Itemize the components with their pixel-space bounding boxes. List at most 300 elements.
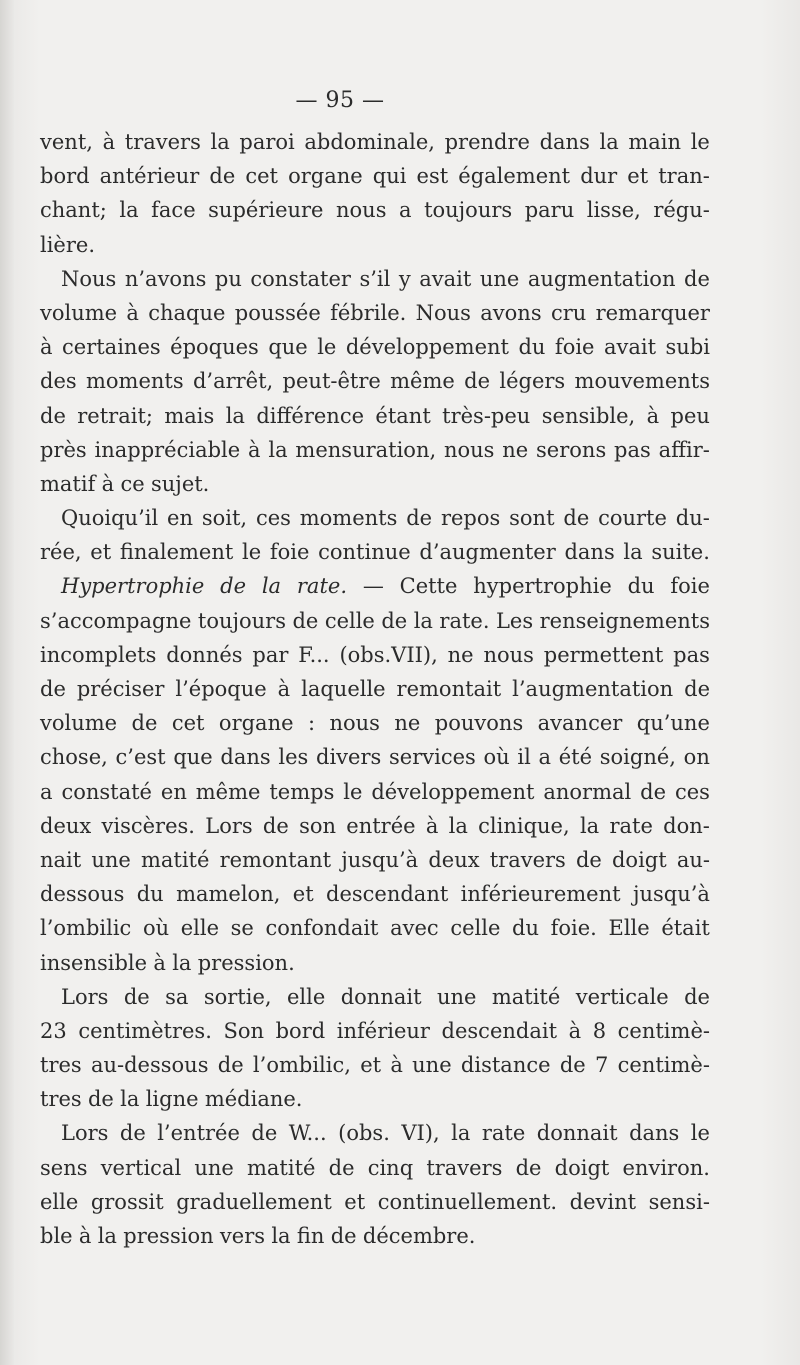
- word: le: [242, 540, 262, 565]
- body-text: [40, 125, 710, 1253]
- word: la: [599, 130, 619, 154]
- text-line: [40, 433, 710, 467]
- word: (obs.: [338, 1121, 390, 1146]
- text-line: [40, 330, 710, 364]
- word: à: [101, 471, 115, 496]
- word: de: [406, 506, 433, 531]
- word: verticale: [575, 984, 669, 1009]
- word: à: [646, 403, 660, 428]
- word: chaque: [148, 300, 226, 325]
- text-line: [40, 193, 710, 227]
- word: le: [343, 779, 363, 804]
- word: de: [123, 984, 150, 1009]
- word: le: [690, 130, 710, 154]
- word: bord: [275, 1018, 326, 1043]
- word: deux: [40, 813, 92, 838]
- word: le: [690, 1121, 710, 1146]
- text-line: [40, 399, 710, 433]
- word: son: [299, 813, 337, 838]
- word: l’augmentation: [512, 677, 674, 701]
- word: dur: [580, 164, 618, 189]
- word: soit,: [201, 506, 248, 531]
- word: par: [252, 642, 289, 667]
- word: du: [136, 882, 164, 907]
- page-number: — 95 —: [295, 88, 385, 113]
- word: l’époque: [175, 677, 267, 701]
- word: tran-: [658, 164, 710, 189]
- word: une: [479, 266, 520, 291]
- word: a: [40, 779, 53, 804]
- text-line: [40, 1219, 710, 1253]
- word: antérieur: [99, 164, 200, 189]
- word: du: [518, 335, 546, 360]
- word: clinique,: [478, 813, 570, 838]
- word: elle: [180, 916, 220, 941]
- word: était: [661, 916, 710, 941]
- word: de: [217, 1053, 244, 1078]
- word: matité: [247, 1155, 316, 1180]
- word: et: [90, 540, 112, 565]
- word: :: [307, 711, 316, 736]
- text-line: [40, 1048, 710, 1082]
- word: à: [425, 813, 439, 838]
- text-line: [40, 125, 710, 159]
- word: de: [684, 266, 710, 291]
- word: bord: [40, 164, 90, 189]
- word: à: [248, 437, 261, 462]
- word: la: [623, 540, 643, 565]
- word: y: [398, 266, 411, 291]
- word: de: [559, 1053, 586, 1078]
- word: tres: [40, 1053, 82, 1078]
- word: les: [278, 745, 309, 770]
- word: lière.: [40, 232, 96, 257]
- word: continue: [318, 540, 411, 565]
- word: on: [683, 745, 710, 770]
- word: toujours: [197, 608, 286, 633]
- word: avancer: [537, 711, 623, 736]
- word: prendre: [444, 130, 530, 154]
- word: Son: [223, 1018, 265, 1043]
- word: de: [40, 677, 66, 701]
- word: avait: [419, 266, 472, 291]
- word: à: [277, 677, 291, 701]
- word: fin: [296, 1224, 325, 1248]
- word: sensi-: [648, 1189, 710, 1214]
- word: entrée: [346, 813, 416, 838]
- word: foie.: [550, 916, 597, 941]
- word: d’arrêt,: [192, 369, 274, 394]
- section-heading-word: rate.: [296, 574, 347, 599]
- word: Cette: [399, 574, 458, 599]
- word: travers: [489, 847, 566, 872]
- text-line: [40, 501, 710, 535]
- word: —: [362, 574, 384, 599]
- word: services: [389, 745, 476, 770]
- word: continuellement.: [377, 1189, 558, 1214]
- word: subi: [665, 335, 710, 360]
- word: repos: [440, 506, 501, 531]
- word: une: [194, 1155, 234, 1180]
- word: de: [563, 506, 590, 531]
- word: celle: [324, 608, 375, 633]
- text-line: [40, 638, 710, 672]
- word: tres: [40, 1087, 82, 1112]
- word: sens: [40, 1155, 88, 1180]
- word: développement: [345, 335, 509, 360]
- word: mensuration,: [295, 437, 437, 462]
- word: de: [328, 1155, 355, 1180]
- text-line: [40, 159, 710, 193]
- word: ne: [502, 437, 529, 462]
- word: au-: [676, 847, 710, 872]
- word: à: [390, 1053, 403, 1078]
- word: paroi: [239, 130, 295, 154]
- word: laquelle: [301, 677, 386, 701]
- word: des: [40, 369, 77, 394]
- word: époques: [170, 335, 259, 360]
- word: hypertrophie: [473, 574, 612, 599]
- word: il: [517, 745, 531, 770]
- word: insensible: [40, 950, 148, 975]
- word: d’augmenter: [419, 540, 556, 565]
- word: viscères.: [101, 813, 195, 838]
- section-heading-word: Hypertrophie: [61, 574, 205, 599]
- word: dans: [629, 1121, 680, 1146]
- word: une: [91, 847, 131, 872]
- word: descendait: [441, 1018, 558, 1043]
- word: chose,: [40, 745, 108, 770]
- word: mouvements: [574, 369, 710, 394]
- word: dans: [539, 130, 590, 154]
- word: Quoiqu’il: [61, 506, 159, 531]
- word: a: [399, 198, 412, 223]
- word: du-: [675, 506, 710, 531]
- word: de: [209, 164, 236, 189]
- text-line: [40, 775, 710, 809]
- word: remontait: [396, 677, 502, 701]
- word: de: [640, 779, 667, 804]
- word: retrait;: [77, 403, 153, 428]
- text-line: [40, 364, 710, 398]
- word: cru: [550, 300, 587, 325]
- word: qui: [372, 164, 407, 189]
- word: anormal: [543, 779, 632, 804]
- word: deux: [428, 847, 480, 872]
- word: ble: [40, 1224, 73, 1248]
- word: matité: [491, 984, 561, 1009]
- word: environ.: [622, 1155, 710, 1180]
- word: s’accompagne: [40, 608, 192, 633]
- word: la: [210, 130, 230, 154]
- word: remarquer: [595, 300, 710, 325]
- word: de: [381, 608, 408, 633]
- word: centimètres.: [78, 1018, 212, 1043]
- word: de: [131, 711, 158, 736]
- word: temps: [269, 779, 335, 804]
- word: nous: [329, 711, 380, 736]
- word: F...: [298, 642, 330, 667]
- word: sujet.: [151, 471, 210, 496]
- word: la: [451, 1121, 471, 1146]
- word: où: [142, 916, 170, 941]
- word: été: [558, 745, 593, 770]
- word: même: [195, 779, 261, 804]
- word: de: [251, 1121, 278, 1146]
- word: étant: [375, 403, 431, 428]
- word: jusqu’à: [341, 847, 419, 872]
- word: volume: [40, 711, 118, 736]
- word: W...: [288, 1121, 327, 1146]
- word: près: [40, 437, 87, 462]
- word: rée,: [40, 540, 82, 565]
- word: qu’une: [636, 711, 710, 736]
- word: travers: [124, 130, 201, 154]
- word: pas: [673, 642, 710, 667]
- word: à: [568, 1018, 582, 1043]
- word: la: [448, 813, 468, 838]
- word: à: [153, 950, 166, 975]
- word: avait: [603, 335, 657, 360]
- word: distance: [460, 1053, 551, 1078]
- word: différence: [256, 403, 365, 428]
- word: mais: [164, 403, 215, 428]
- text-line: [40, 467, 710, 501]
- word: l’ombilic: [40, 916, 132, 941]
- word: doigt: [554, 1155, 610, 1180]
- word: finalement: [119, 540, 234, 565]
- word: et: [627, 164, 649, 189]
- word: (obs.VII),: [339, 642, 438, 667]
- word: donnait: [536, 1121, 618, 1146]
- text-line: [40, 877, 710, 911]
- text-line: [40, 843, 710, 877]
- word: courte: [598, 506, 667, 531]
- word: rate: [609, 813, 653, 838]
- word: renseignements: [539, 608, 710, 633]
- word: la: [97, 1224, 117, 1248]
- text-line: [40, 1082, 710, 1116]
- word: en: [160, 779, 187, 804]
- word: Lors: [61, 1121, 109, 1146]
- word: une: [412, 1053, 452, 1078]
- word: où: [483, 745, 510, 770]
- word: la: [172, 950, 192, 975]
- word: vertical: [100, 1155, 182, 1180]
- word: de: [87, 1087, 114, 1112]
- word: Nous: [61, 266, 117, 291]
- word: celle: [450, 916, 501, 941]
- word: pu: [214, 266, 242, 291]
- word: VI),: [401, 1121, 440, 1146]
- word: doigt: [611, 847, 667, 872]
- word: de: [262, 813, 289, 838]
- text-line: [40, 946, 710, 980]
- word: la: [268, 437, 288, 462]
- word: en: [167, 506, 193, 531]
- word: sa: [165, 984, 189, 1009]
- word: et: [292, 882, 314, 907]
- word: pouvons: [434, 711, 524, 736]
- word: du: [512, 916, 539, 941]
- word: chant;: [40, 198, 107, 223]
- word: la: [413, 608, 433, 633]
- word: de: [575, 847, 602, 872]
- word: organe: [218, 711, 294, 736]
- word: peu: [670, 403, 710, 428]
- word: organe: [288, 164, 363, 189]
- word: jusqu’à: [632, 882, 710, 907]
- text-line: [40, 604, 710, 638]
- word: rate.: [439, 608, 490, 633]
- word: avec: [390, 916, 439, 941]
- text-line: [40, 980, 710, 1014]
- word: donnés: [166, 642, 243, 667]
- word: une: [436, 984, 477, 1009]
- word: divers: [316, 745, 382, 770]
- word: graduellement: [176, 1189, 332, 1214]
- word: travers: [426, 1155, 503, 1180]
- word: incomplets: [40, 642, 157, 667]
- word: 23: [40, 1018, 67, 1043]
- word: et: [360, 1053, 382, 1078]
- word: cinq: [367, 1155, 414, 1180]
- word: vers: [219, 1224, 266, 1248]
- word: nous: [443, 437, 495, 462]
- text-line: [40, 740, 710, 774]
- word: régu-: [653, 198, 710, 223]
- word: le: [317, 335, 337, 360]
- word: cet: [245, 164, 278, 189]
- text-line: [40, 1014, 710, 1048]
- word: Elle: [608, 916, 650, 941]
- word: sortie,: [203, 984, 272, 1009]
- word: décembre.: [362, 1224, 476, 1248]
- word: fébrile.: [330, 300, 407, 325]
- word: inappréciable: [94, 437, 241, 462]
- word: de: [684, 984, 710, 1009]
- word: la: [225, 403, 245, 428]
- word: main: [628, 130, 682, 154]
- word: matif: [40, 471, 96, 496]
- word: la: [120, 1087, 140, 1112]
- word: nous: [336, 198, 387, 223]
- word: la: [271, 1224, 291, 1248]
- word: nait: [40, 847, 82, 872]
- word: l’entrée: [157, 1121, 240, 1146]
- word: s’il: [359, 266, 391, 291]
- text-line: [40, 706, 710, 740]
- word: foie: [554, 335, 595, 360]
- word: serons: [536, 437, 607, 462]
- word: vent,: [40, 130, 93, 154]
- word: la: [119, 198, 139, 223]
- word: est: [416, 164, 449, 189]
- word: a: [538, 745, 552, 770]
- text-line: [40, 228, 710, 262]
- word: de: [464, 369, 491, 394]
- word: Les: [495, 608, 534, 633]
- word: paru: [524, 198, 575, 223]
- word: remontant: [219, 847, 332, 872]
- word: que: [268, 335, 308, 360]
- word: développement: [371, 779, 535, 804]
- word: de: [515, 1155, 542, 1180]
- word: et: [344, 1189, 366, 1214]
- word: 8: [592, 1018, 607, 1043]
- word: au-dessous: [90, 1053, 209, 1078]
- word: de: [684, 677, 710, 701]
- word: foie: [269, 540, 310, 565]
- word: nous: [483, 642, 534, 667]
- word: constater: [250, 266, 351, 291]
- word: volume: [40, 300, 118, 325]
- text-line: [40, 809, 710, 843]
- section-heading-word: la: [261, 574, 282, 599]
- text-line: [40, 1185, 710, 1219]
- word: ces: [674, 779, 710, 804]
- word: médiane.: [204, 1087, 303, 1112]
- word: ce: [120, 471, 145, 496]
- word: que: [173, 745, 213, 770]
- word: rate: [481, 1121, 526, 1146]
- word: à: [78, 1224, 92, 1248]
- word: confondait: [265, 916, 379, 941]
- word: même: [390, 369, 455, 394]
- word: 7: [594, 1053, 609, 1078]
- word: cet: [171, 711, 205, 736]
- word: lisse,: [586, 198, 641, 223]
- word: sont: [509, 506, 555, 531]
- word: moments: [85, 369, 184, 394]
- text-line: [40, 262, 710, 296]
- word: dessous: [40, 882, 125, 907]
- word: affir-: [658, 437, 710, 462]
- word: ne: [447, 642, 474, 667]
- word: foie: [670, 574, 710, 599]
- word: n’avons: [124, 266, 207, 291]
- word: sensible,: [541, 403, 636, 428]
- word: toujours: [424, 198, 513, 223]
- word: à: [126, 300, 139, 325]
- word: constaté: [61, 779, 152, 804]
- word: très-peu: [442, 403, 531, 428]
- word: se: [230, 916, 254, 941]
- word: moments: [299, 506, 398, 531]
- word: légers: [499, 369, 566, 394]
- word: supérieure: [208, 198, 324, 223]
- word: de: [119, 1121, 146, 1146]
- word: de: [40, 403, 66, 428]
- text-line: [40, 569, 710, 603]
- word: dans: [220, 745, 271, 770]
- word: matité: [140, 847, 210, 872]
- word: à: [40, 335, 53, 360]
- word: préciser: [76, 677, 165, 701]
- word: donnait: [340, 984, 422, 1009]
- word: centimè-: [617, 1053, 710, 1078]
- word: Lors: [61, 984, 109, 1009]
- word: descendant: [326, 882, 449, 907]
- word: grossit: [90, 1189, 164, 1214]
- word: certaines: [62, 335, 161, 360]
- text-line: [40, 911, 710, 945]
- word: devint: [569, 1189, 637, 1214]
- word: pas: [614, 437, 651, 462]
- text-line: [40, 672, 710, 706]
- word: la: [579, 813, 600, 838]
- word: ne: [394, 711, 421, 736]
